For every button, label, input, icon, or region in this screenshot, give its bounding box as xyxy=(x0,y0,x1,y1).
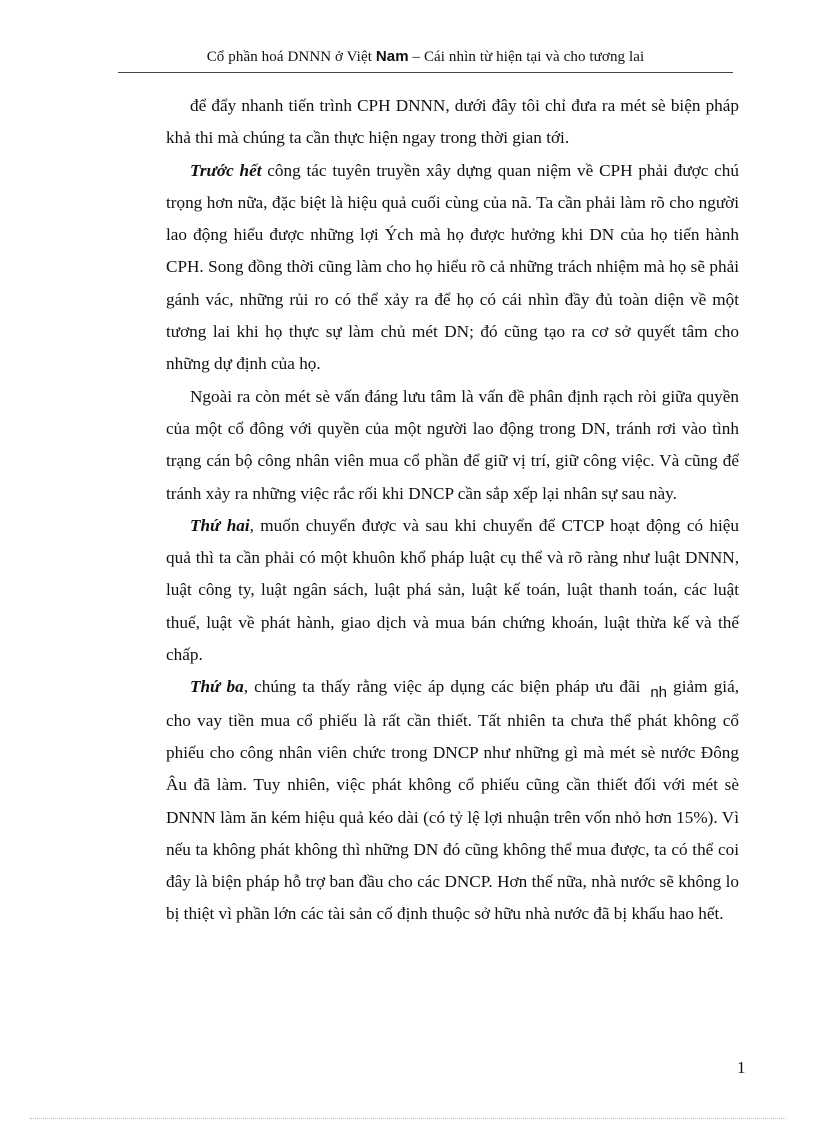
paragraph-intro: để đẩy nhanh tiến trình CPH DNNN, dưới đây tôi chỉ đưa ra mét sè biện pháp khả thi mà chúng ta cần thực hiện ngay trong thời gian tới. xyxy=(166,96,739,148)
header-rule xyxy=(118,72,733,73)
stray-fragment: nh xyxy=(650,684,668,702)
paragraph-text-rest: giảm giá, cho vay tiền mua cổ phiếu là rất cần thiết. Tất nhiên ta chưa thể phát không cổ phiếu cho công nhân viên chức trong DNCP như những gì mà mét sè nước Đông Âu đã làm. Tuy nhiên, việc phát không cổ phiếu cũng cần thiết đối với mét sè DNNN làm ăn kém hiệu quả kéo dài (có tỷ lệ lợi nhuận trên vốn nhỏ hơn 15%). Vì nếu ta không phát không thì những DN đó cũng không thể mua được, ta có thể coi đây là biện pháp hỗ trợ ban đầu cho các DNCP. Hơn thế nữa, nhà nước sẽ không lo bị thiệt vì phần lớn các tài sản cố định thuộc sở hữu nhà nước đã bị khấu hao hết. xyxy=(166,677,739,924)
bottom-dotted-rule xyxy=(30,1118,786,1119)
lead-phrase: Thứ hai xyxy=(190,515,250,535)
lead-phrase: Thứ ba xyxy=(190,677,244,697)
paragraph-text: , muốn chuyển được và sau khi chuyển để CTCP hoạt động có hiệu quả thì ta cần phải có một khuôn khổ pháp luật cụ thể và rõ ràng như luật DNNN, luật công ty, luật ngân sách, luật phá sản, luật kế toán, luật thanh toán, các luật thuế, luật về phát hành, giao dịch và mua bán chứng khoán, luật thừa kế và thế chấp. xyxy=(166,515,739,665)
paragraph-text: , chúng ta thấy rằng việc áp dụng các biện pháp ưu đãi xyxy=(243,677,641,697)
running-header xyxy=(118,48,733,66)
page-number: 1 xyxy=(737,1058,746,1077)
header-title-part-1: Cổ phần hoá DNNN ở Việt xyxy=(206,49,376,65)
paragraph-additional: Ngoài ra còn mét sè vấn đáng lưu tâm là vấn đề phân định rạch ròi giữa quyền của một cổ đông với quyền của một người lao động trong DN, tránh rơi vào tình trạng cán bộ công nhân viên mua cổ phần để giữ vị trí, giữ công việc. Và cũng để tránh xảy ra những việc rắc rối khi DNCP cần sắp xếp lại nhân sự sau này. xyxy=(166,386,739,503)
lead-phrase: Trước hết xyxy=(190,160,262,180)
paragraph-third xyxy=(166,671,739,930)
paragraph-first xyxy=(166,155,739,381)
header-title-part-2: Nam xyxy=(375,48,409,65)
header-title-part-3: – Cái nhìn từ hiện tại và cho tương lai xyxy=(408,49,645,65)
page-body xyxy=(166,90,739,931)
paragraph-text: công tác tuyên truyền xây dựng quan niệm về CPH phải được chú trọng hơn nữa, đặc biệt là hiệu quả cuối cùng của nã. Ta cần phải làm rõ cho người lao động hiểu được những lợi Ých mà họ được hưởng khi DN của họ tiến hành CPH. Song đồng thời cũng làm cho họ hiểu rõ cả những trách nhiệm mà họ sẽ phải gánh vác, những rủi ro có thể xảy ra để họ có cái nhìn đầy đủ toàn diện về một tương lai khi họ thực sự làm chủ mét DN; đó cũng tạo ra cơ sở quyết tâm cho những dự định của họ. xyxy=(166,160,739,374)
paragraph-second xyxy=(166,510,739,671)
